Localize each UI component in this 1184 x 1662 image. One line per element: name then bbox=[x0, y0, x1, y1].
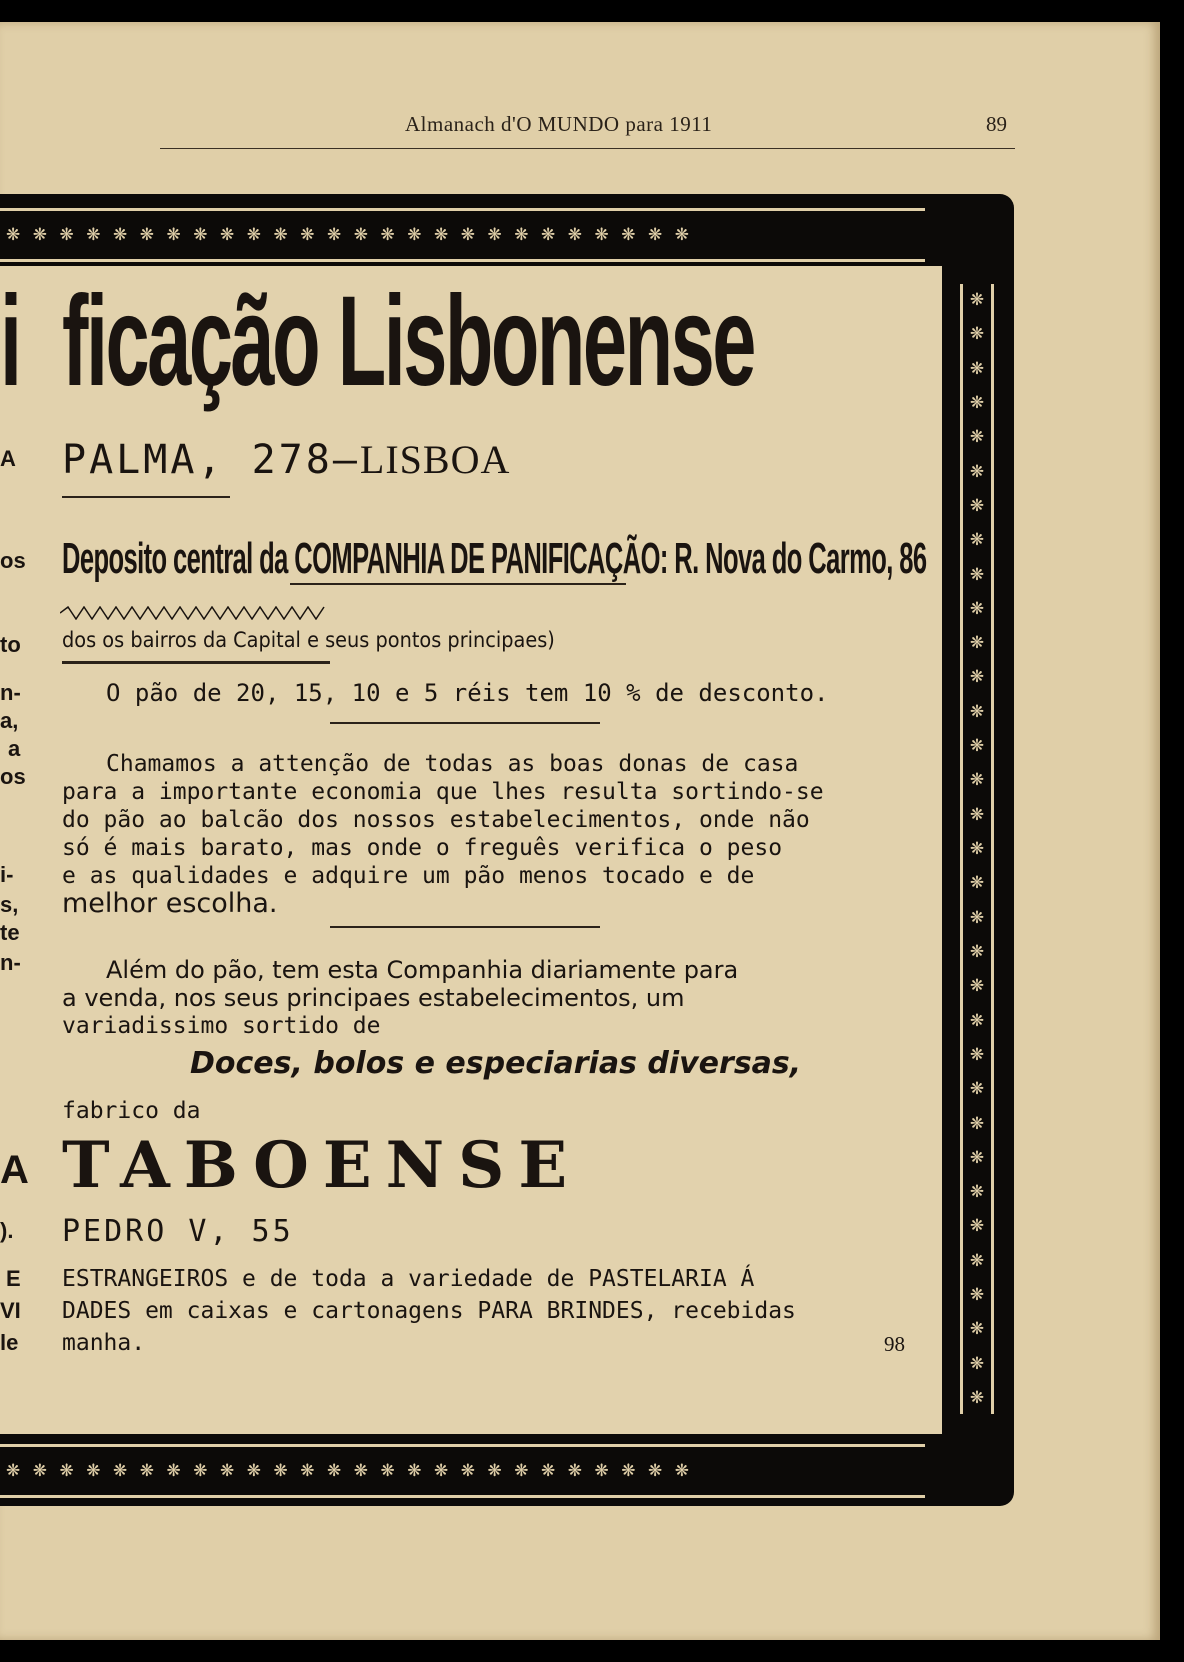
ornament-glyph: ❋ bbox=[407, 225, 422, 245]
ornament-glyph: ❋ bbox=[246, 1461, 261, 1481]
margin-fragment: a, bbox=[0, 708, 19, 733]
margin-fragment: A bbox=[0, 446, 16, 471]
margin-fragment: to bbox=[0, 632, 21, 657]
divider-rule bbox=[62, 496, 230, 498]
wavy-rule bbox=[60, 606, 332, 620]
running-head bbox=[160, 112, 1015, 149]
ornament-glyph: ❋ bbox=[969, 1147, 985, 1168]
ornament-glyph: ❋ bbox=[300, 225, 315, 245]
paragraph-line: Além do pão, tem esta Companhia diariamente para bbox=[106, 956, 739, 984]
ornament-glyph: ❋ bbox=[969, 736, 985, 757]
ornament-glyph: ❋ bbox=[434, 1461, 449, 1481]
ornament-glyph: ❋ bbox=[246, 225, 261, 245]
fabrico-line: fabrico da bbox=[62, 1098, 201, 1124]
ornament-glyph: ❋ bbox=[113, 1461, 128, 1481]
ornament-glyph: ❋ bbox=[353, 1461, 368, 1481]
ornament-glyph: ❋ bbox=[166, 1461, 181, 1481]
ornament-glyph: ❋ bbox=[969, 1079, 985, 1100]
ornament-glyph: ❋ bbox=[166, 225, 181, 245]
ornament-glyph: ❋ bbox=[674, 1461, 689, 1481]
advertisement-frame bbox=[0, 194, 1014, 1506]
title-fragment: i bbox=[0, 270, 23, 413]
paragraph-line: para a importante economia que lhes resulta sortindo-se bbox=[62, 779, 824, 805]
ornament-glyph: ❋ bbox=[460, 1461, 475, 1481]
ornament-glyph: ❋ bbox=[380, 1461, 395, 1481]
estrangeiros-line: ESTRANGEIROS e de toda a variedade de PASTELARIA Á bbox=[62, 1266, 755, 1292]
ornament-glyph: ❋ bbox=[969, 1285, 985, 1306]
ornament-glyph: ❋ bbox=[6, 1461, 21, 1481]
estrangeiros-line: DADES em caixas e cartonagens PARA BRINDES, recebidas bbox=[62, 1298, 796, 1324]
ornament-glyph: ❋ bbox=[969, 667, 985, 688]
ornament-glyph: ❋ bbox=[969, 1044, 985, 1065]
ornament-glyph: ❋ bbox=[487, 1461, 502, 1481]
ornament-glyph: ❋ bbox=[969, 1182, 985, 1203]
paragraph-line: variadissimo sortido de bbox=[62, 1013, 381, 1039]
ornament-glyph: ❋ bbox=[969, 1250, 985, 1271]
ornament-glyph: ❋ bbox=[541, 225, 556, 245]
ornament-glyph: ❋ bbox=[327, 225, 342, 245]
ornament-glyph: ❋ bbox=[407, 1461, 422, 1481]
ornament-glyph: ❋ bbox=[193, 1461, 208, 1481]
ornament-glyph: ❋ bbox=[674, 225, 689, 245]
ornament-glyph: ❋ bbox=[86, 1461, 101, 1481]
ornament-glyph: ❋ bbox=[969, 1353, 985, 1374]
divider-rule bbox=[330, 926, 600, 928]
margin-fragment: n- bbox=[0, 680, 21, 705]
margin-fragment: os bbox=[0, 548, 26, 573]
margin-fragment: VI bbox=[0, 1298, 21, 1323]
ornament-glyph: ❋ bbox=[327, 1461, 342, 1481]
folio-number: 98 bbox=[884, 1332, 905, 1356]
ornament-glyph: ❋ bbox=[648, 225, 663, 245]
ornament-glyph: ❋ bbox=[567, 1461, 582, 1481]
deposit-line: Deposito central da COMPANHIA DE PANIFICAÇÃO: R. Nova do Carmo, 86 bbox=[62, 534, 927, 583]
ornament-glyph: ❋ bbox=[969, 1010, 985, 1031]
ornament-glyph: ❋ bbox=[969, 495, 985, 516]
ornament-glyph: ❋ bbox=[969, 290, 985, 310]
ornament-glyph: ❋ bbox=[969, 839, 985, 859]
advertisement-title: ficação Lisbonense bbox=[62, 270, 754, 413]
ornament-glyph: ❋ bbox=[273, 225, 288, 245]
ornament-glyph: ❋ bbox=[32, 1461, 47, 1481]
ornament-glyph: ❋ bbox=[220, 1461, 235, 1481]
ornament-glyph: ❋ bbox=[594, 1461, 609, 1481]
paragraph-line: melhor escolha. bbox=[62, 888, 278, 919]
paragraph-line: Chamamos a attenção de todas as boas donas de casa bbox=[106, 751, 799, 777]
ornament-glyph: ❋ bbox=[59, 225, 74, 245]
ornament-glyph: ❋ bbox=[969, 907, 985, 928]
margin-fragment: n- bbox=[0, 950, 21, 975]
ornament-glyph: ❋ bbox=[969, 701, 985, 722]
deposit-underline bbox=[290, 583, 626, 585]
paragraph-line: e as qualidades e adquire um pão menos tocado e de bbox=[62, 863, 755, 889]
paragraph-line: do pão ao balcão dos nossos estabelecimentos, onde não bbox=[62, 807, 810, 833]
running-title: Almanach d'O MUNDO para 1911 bbox=[405, 112, 713, 136]
ornament-glyph: ❋ bbox=[621, 225, 636, 245]
margin-fragment: A bbox=[0, 1148, 29, 1192]
doces-heading: Doces, bolos e especiarias diversas, bbox=[190, 1046, 802, 1081]
address-city: LISBOA bbox=[359, 437, 511, 482]
ornament-glyph: ❋ bbox=[969, 770, 985, 791]
ornament-glyph: ❋ bbox=[969, 427, 985, 448]
ornament-glyph: ❋ bbox=[969, 633, 985, 654]
divider-rule bbox=[330, 722, 600, 724]
divider-rule bbox=[62, 661, 330, 664]
ornament-glyph: ❋ bbox=[969, 1113, 985, 1134]
margin-fragment: os bbox=[0, 764, 26, 789]
ornament-glyph: ❋ bbox=[969, 941, 985, 962]
ornament-glyph: ❋ bbox=[220, 225, 235, 245]
ornament-glyph: ❋ bbox=[969, 804, 985, 825]
ornament-glyph: ❋ bbox=[969, 530, 985, 551]
ornament-glyph: ❋ bbox=[380, 225, 395, 245]
paragraph-economia bbox=[62, 750, 824, 918]
advertisement-panel bbox=[0, 266, 942, 1434]
ornament-glyph: ❋ bbox=[59, 1461, 74, 1481]
ornament-band-top bbox=[0, 208, 925, 262]
pedro-address: PEDRO V, 55 bbox=[62, 1214, 294, 1249]
margin-fragment: le bbox=[0, 1330, 19, 1355]
page-number: 89 bbox=[986, 112, 1007, 136]
ornament-glyph: ❋ bbox=[969, 1388, 985, 1408]
ornament-glyph: ❋ bbox=[32, 225, 47, 245]
ornament-glyph: ❋ bbox=[969, 358, 985, 379]
ornament-band-right bbox=[960, 284, 994, 1414]
margin-fragment: E bbox=[6, 1266, 21, 1291]
price-line: O pão de 20, 15, 10 e 5 réis tem 10 % de desconto. bbox=[106, 679, 829, 707]
ornament-glyph: ❋ bbox=[460, 225, 475, 245]
ornament-glyph: ❋ bbox=[541, 1461, 556, 1481]
ornament-glyph: ❋ bbox=[969, 392, 985, 413]
ornament-glyph: ❋ bbox=[969, 873, 985, 894]
margin-fragment: s, bbox=[0, 892, 19, 917]
address-street: PALMA, 278— bbox=[62, 437, 360, 483]
paragraph-line: a venda, nos seus principaes estabelecimentos, um bbox=[62, 984, 685, 1012]
ornament-glyph: ❋ bbox=[969, 1319, 985, 1340]
estrangeiros-line: manha. bbox=[62, 1330, 146, 1356]
ornament-band-bottom bbox=[0, 1444, 925, 1498]
ornament-glyph: ❋ bbox=[86, 225, 101, 245]
note-line: dos os bairros da Capital e seus pontos principaes) bbox=[62, 628, 555, 652]
taboense-heading: TABOENSE bbox=[62, 1128, 582, 1203]
ornament-glyph: ❋ bbox=[969, 324, 985, 345]
ornament-glyph: ❋ bbox=[969, 1216, 985, 1237]
ornament-glyph: ❋ bbox=[193, 225, 208, 245]
margin-fragment: ). bbox=[0, 1218, 14, 1243]
address-line bbox=[62, 436, 510, 483]
ornament-glyph: ❋ bbox=[434, 225, 449, 245]
ornament-glyph: ❋ bbox=[273, 1461, 288, 1481]
ornament-glyph: ❋ bbox=[621, 1461, 636, 1481]
paragraph-line: só é mais barato, mas onde o freguês verifica o peso bbox=[62, 835, 783, 861]
page bbox=[0, 22, 1160, 1640]
ornament-glyph: ❋ bbox=[514, 225, 529, 245]
ornament-glyph: ❋ bbox=[353, 225, 368, 245]
ornament-glyph: ❋ bbox=[487, 225, 502, 245]
ornament-glyph: ❋ bbox=[969, 598, 985, 619]
paragraph-doces bbox=[62, 956, 738, 1040]
ornament-glyph: ❋ bbox=[969, 976, 985, 997]
ornament-glyph: ❋ bbox=[969, 461, 985, 482]
margin-fragment: i- bbox=[0, 862, 14, 887]
ornament-glyph: ❋ bbox=[300, 1461, 315, 1481]
margin-fragment: a bbox=[8, 736, 21, 761]
ornament-glyph: ❋ bbox=[139, 225, 154, 245]
margin-fragment: te bbox=[0, 920, 20, 945]
ornament-glyph: ❋ bbox=[648, 1461, 663, 1481]
ornament-glyph: ❋ bbox=[567, 225, 582, 245]
ornament-glyph: ❋ bbox=[113, 225, 128, 245]
ornament-glyph: ❋ bbox=[6, 225, 21, 245]
ornament-glyph: ❋ bbox=[594, 225, 609, 245]
ornament-glyph: ❋ bbox=[139, 1461, 154, 1481]
ornament-glyph: ❋ bbox=[514, 1461, 529, 1481]
ornament-glyph: ❋ bbox=[969, 564, 985, 585]
